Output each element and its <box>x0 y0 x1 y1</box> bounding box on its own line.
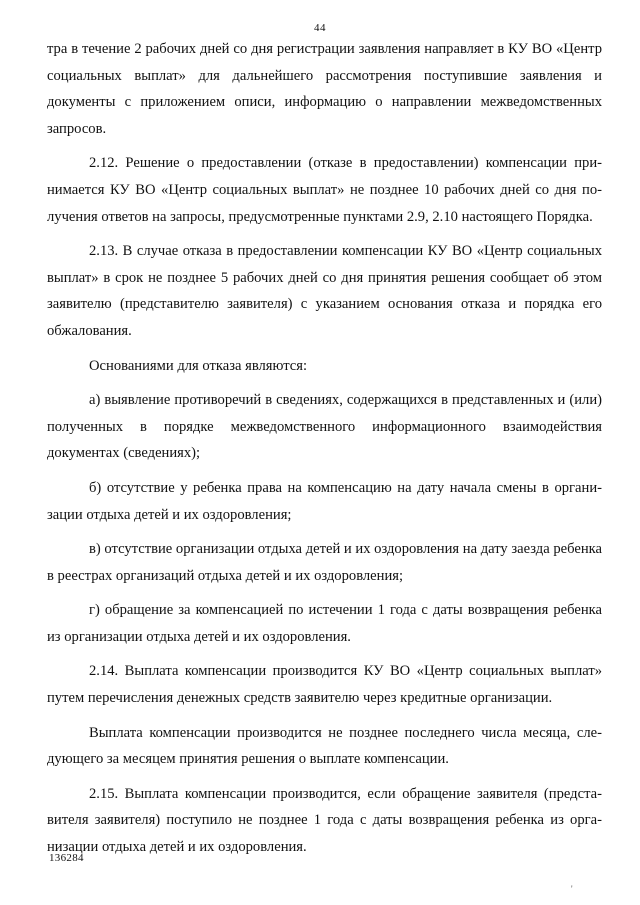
paragraph-refusal-grounds: Основаниями для отказа являются: <box>89 357 308 374</box>
paragraph-ground-b: б) отсутствие у ребенка права на компенсацию на дату начала смены в организации отдыха детей и их оздоровления; <box>47 479 602 523</box>
paragraph-ground-d: г) обращение за компенсацией по истечении 1 года с даты возвращения ребенка из организации отдыха детей и их оздоровления. <box>47 602 602 645</box>
paragraph-ground-a: а) выявление противоречий в сведениях, содержащихся в представленных и (или) полученных в порядке межведомственного информационного взаимодействия документах (сведениях); <box>47 392 602 462</box>
document-body <box>47 36 602 861</box>
paragraph-ground-c: в) отсутствие организации отдыха детей и их оздоровления на дату заезда ребенка в реестрах организаций отдыха детей и их оздоровления; <box>47 541 602 584</box>
footer-document-code: 136284 <box>49 852 84 864</box>
paragraph-2-13: 2.13. В случае отказа в предоставлении компенсации КУ ВО «Центр социальных выплат» в срок не позднее 5 рабочих дней со дня принятия решения сообщает об этом заявителю (представителю заявителя) с указанием основания отказа и порядка его обжалования. <box>47 243 602 339</box>
paragraph-continuation: тра в течение 2 рабочих дней со дня регистрации заявления направляет в КУ ВО «Центр социальных выплат» для дальнейшего рассмотрения поступившие заявления и документы с приложением описи, информацию о направлении межведомственных запросов. <box>47 41 602 137</box>
paragraph-payment-deadline: Выплата компенсации производится не позднее последнего числа месяца, следующего за месяцем принятия решения о выплате компенсации. <box>47 724 602 768</box>
paragraph-2-12: 2.12. Решение о предоставлении (отказе в предоставлении) компенсации принимается КУ ВО «Центр социальных выплат» не позднее 10 рабочих дней со дня получения ответов на запросы, предусмотренные пунктами 2.9, 2.10 настоящего Порядка. <box>47 155 602 225</box>
corner-mark: ' <box>571 884 573 894</box>
paragraph-2-15: 2.15. Выплата компенсации производится, если обращение заявителя (представителя заявителя) поступило не позднее 1 года с даты возвращения ребенка из организации отдыха детей и их оздоровления. <box>47 785 602 856</box>
paragraph-2-14: 2.14. Выплата компенсации производится КУ ВО «Центр социальных выплат» путем перечисления денежных средств заявителю через кредитные организации. <box>47 663 602 707</box>
page-number: 44 <box>314 22 326 34</box>
